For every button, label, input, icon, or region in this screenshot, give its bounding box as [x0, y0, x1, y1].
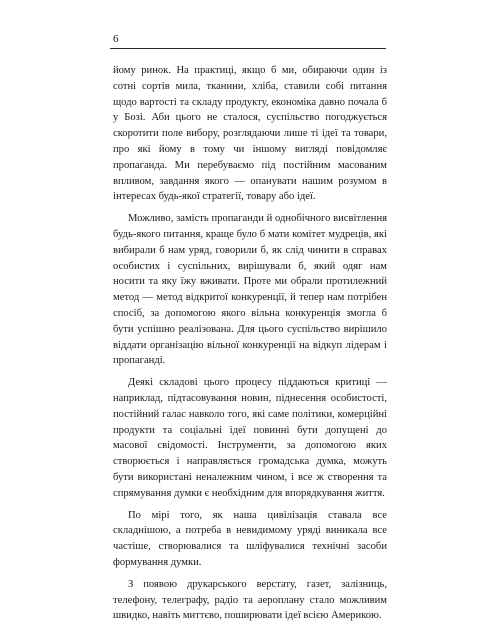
paragraph: Можливо, замість пропаганди й однобічного висвітлення будь-якого питання, краще було б мати комітет мудреців, які вибирали б нам уряд, говорили б, як слід чинити в справах особистих і суспільних, вирішували б, який одяг нам носити та яку їжу вживати. Проте ми обрали протилежний метод — метод відкритої конкуренції, й тепер нам потрібен спосіб, за допомогою якого вільна конкуренція змогла б бути успішно реалізована. Для цього суспільство вирішило віддати організацію вільної конкуренції на відкуп лідерам і пропаганді.: [113, 213, 387, 367]
paragraph: Деякі складові цього процесу піддаються критиці — наприклад, підтасовування новин, піднесення особистості, постійний галас навколо того, які саме політики, комерційні продукти та соціальні ідеї повинні бути допущені до масової свідомості. Інструменти, за допомогою яких створюється і направляється громадська думка, можуть бути використані неналежним чином, і все ж створення та спрямування думки є необхідним для впорядкування життя.: [113, 377, 387, 499]
paragraph: По мірі того, як наша цивілізація ставала все складнішою, а потреба в невидимому уряді виникала все частіше, створювалися та шліфувалися технічні засоби формування думки.: [113, 509, 387, 568]
page-number: 6: [113, 33, 119, 45]
body-text: [113, 63, 387, 630]
paragraph: йому ринок. На практиці, якщо б ми, обираючи один із сотні сортів мила, тканини, хліба, ставили собі питання щодо вартості та складу продукту, економіка давно почала б у Бозі. Аби цього не сталося, суспільство погоджується скоротити поле вибору, розглядаючи лише ті ідеї та товари, про які йому в тому чи іншому вигляді повідомляє пропаганда. Ми перебуваємо під постійним масованим впливом, завдання якого — опанувати нашим розумом в інтересах будь-якої стратегії, товару або ідеї.: [113, 65, 387, 203]
paragraph: З появою друкарського верстату, газет, залізниць, телефону, телеграфу, радіо та аероплану стало можливим швидко, навіть миттєво, поширювати ідеї всією Америкою.: [113, 578, 387, 622]
header-divider: [110, 48, 386, 49]
